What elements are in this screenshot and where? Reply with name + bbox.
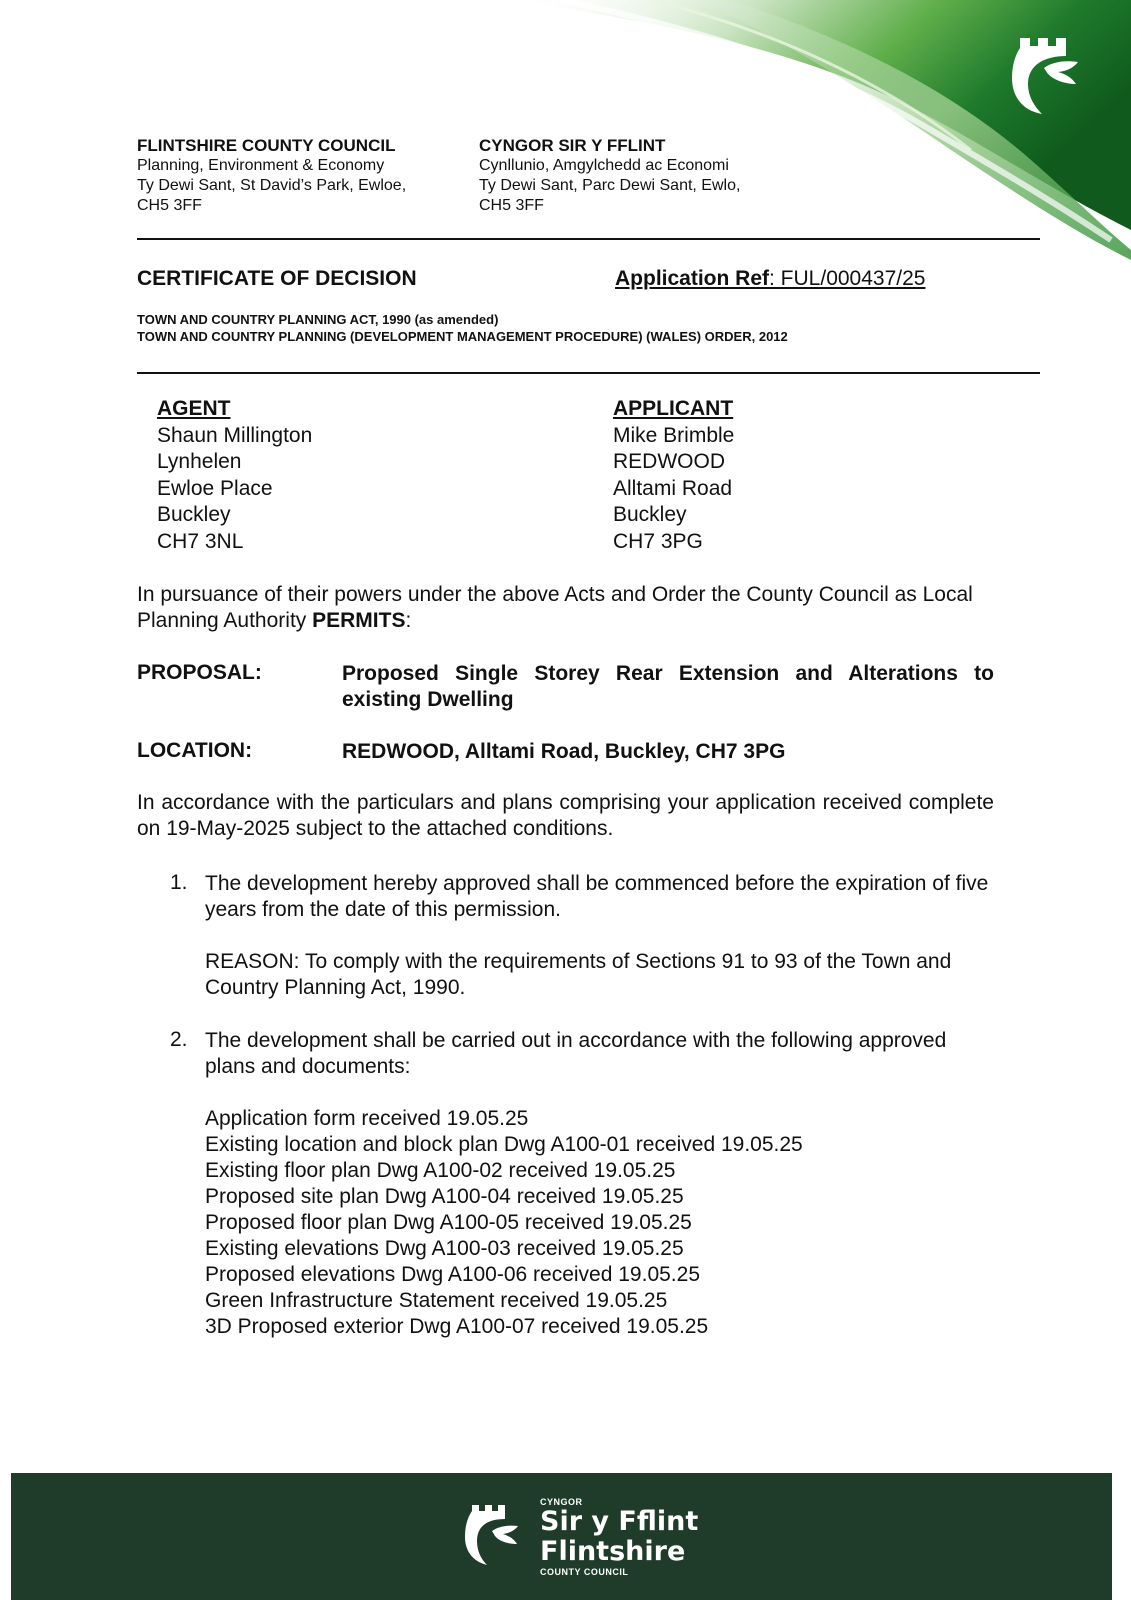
- plan-item: Green Infrastructure Statement received 19.05.25: [205, 1289, 668, 1312]
- plan-item: Existing floor plan Dwg A100-02 received 19.05.25: [205, 1159, 676, 1182]
- act-line-1: TOWN AND COUNTRY PLANNING ACT, 1990 (as amended): [137, 312, 499, 327]
- plan-item: Existing location and block plan Dwg A100-01 received 19.05.25: [205, 1133, 803, 1156]
- divider: [137, 238, 1040, 240]
- footer-cyngor: CYNGOR: [540, 1497, 583, 1507]
- address-line2-en: CH5 3FF: [137, 197, 202, 214]
- application-ref-value: : FUL/000437/25: [769, 267, 926, 290]
- verdict-colon: :: [405, 609, 412, 632]
- agent-line: CH7 3NL: [157, 529, 244, 553]
- footer-county: COUNTY COUNCIL: [540, 1567, 629, 1577]
- org-name-en: FLINTSHIRE COUNTY COUNCIL: [137, 136, 396, 155]
- plan-item: Proposed site plan Dwg A100-04 received 19.05.25: [205, 1185, 684, 1208]
- header-welsh: [479, 136, 740, 216]
- footer-logo-text: [540, 1497, 698, 1577]
- agent-line: Shaun Millington: [157, 423, 313, 447]
- location-label: LOCATION:: [137, 739, 253, 762]
- proposal-text: Proposed Single Storey Rear Extension and Alterations to existing Dwelling: [342, 662, 994, 711]
- approved-plans-list: [205, 1106, 803, 1340]
- plan-item: Proposed floor plan Dwg A100-05 received 19.05.25: [205, 1211, 692, 1234]
- applicant-line: Mike Brimble: [613, 423, 735, 447]
- condition-text: The development hereby approved shall be commenced before the expiration of five years from the date of this permission.: [205, 872, 989, 921]
- applicant-line: Alltami Road: [613, 476, 733, 500]
- condition-text: The development shall be carried out in accordance with the following approved plans and documents:: [205, 1029, 947, 1078]
- condition-reason: REASON: To comply with the requirements of Sections 91 to 93 of the Town and Country Planning Act, 1990.: [205, 950, 952, 999]
- applicant-line: Buckley: [613, 503, 687, 526]
- powers-paragraph: [137, 582, 994, 634]
- agent-line: Ewloe Place: [157, 476, 273, 500]
- council-crest-icon: [1000, 28, 1090, 118]
- plan-item: Proposed elevations Dwg A100-06 received 19.05.25: [205, 1263, 700, 1286]
- address-line1-en: Ty Dewi Sant, St David’s Park, Ewloe,: [137, 177, 407, 194]
- plan-item: 3D Proposed exterior Dwg A100-07 received 19.05.25: [205, 1315, 709, 1338]
- agent-title: AGENT: [157, 397, 231, 420]
- accordance-paragraph: In accordance with the particulars and plans comprising your application received complete on 19-May-2025 subject to the attached conditions.: [137, 791, 994, 840]
- agent-line: Lynhelen: [157, 450, 242, 473]
- application-ref: [615, 267, 925, 291]
- powers-text: In pursuance of their powers under the above Acts and Order the County Council as Local Planning Authority: [137, 583, 973, 632]
- certificate-title: CERTIFICATE OF DECISION: [137, 267, 417, 290]
- location-text: REDWOOD, Alltami Road, Buckley, CH7 3PG: [342, 740, 786, 763]
- org-name-cy: CYNGOR SIR Y FFLINT: [479, 136, 666, 155]
- plan-item: Existing elevations Dwg A100-03 received 19.05.25: [205, 1237, 684, 1260]
- act-line-2: TOWN AND COUNTRY PLANNING (DEVELOPMENT MANAGEMENT PROCEDURE) (WALES) ORDER, 2012: [137, 329, 788, 344]
- proposal-label: PROPOSAL:: [137, 661, 262, 684]
- condition-number: 1.: [170, 871, 188, 894]
- dept-en: Planning, Environment & Economy: [137, 157, 385, 174]
- agent-line: Buckley: [157, 503, 231, 526]
- acts-block: [137, 311, 788, 345]
- divider: [137, 372, 1040, 374]
- address-line1-cy: Ty Dewi Sant, Parc Dewi Sant, Ewlo,: [479, 177, 741, 194]
- applicant-block: [613, 396, 734, 555]
- header-swoosh-graphic: [231, 0, 1131, 260]
- footer-name-cy: Sir y Fflint: [540, 1506, 699, 1537]
- decision-verdict: PERMITS: [312, 609, 406, 632]
- address-line2-cy: CH5 3FF: [479, 197, 544, 214]
- applicant-line: CH7 3PG: [613, 529, 703, 553]
- applicant-title: APPLICANT: [613, 397, 734, 420]
- footer-name-en: Flintshire: [540, 1536, 686, 1567]
- footer-crest-icon: [458, 1497, 528, 1577]
- header-english: [137, 136, 406, 216]
- plan-item: Application form received 19.05.25: [205, 1107, 529, 1130]
- application-ref-label: Application Ref: [615, 267, 770, 290]
- applicant-line: REDWOOD: [613, 450, 725, 473]
- condition-number: 2.: [170, 1028, 188, 1051]
- agent-block: [157, 396, 312, 555]
- dept-cy: Cynllunio, Amgylchedd ac Economi: [479, 157, 729, 174]
